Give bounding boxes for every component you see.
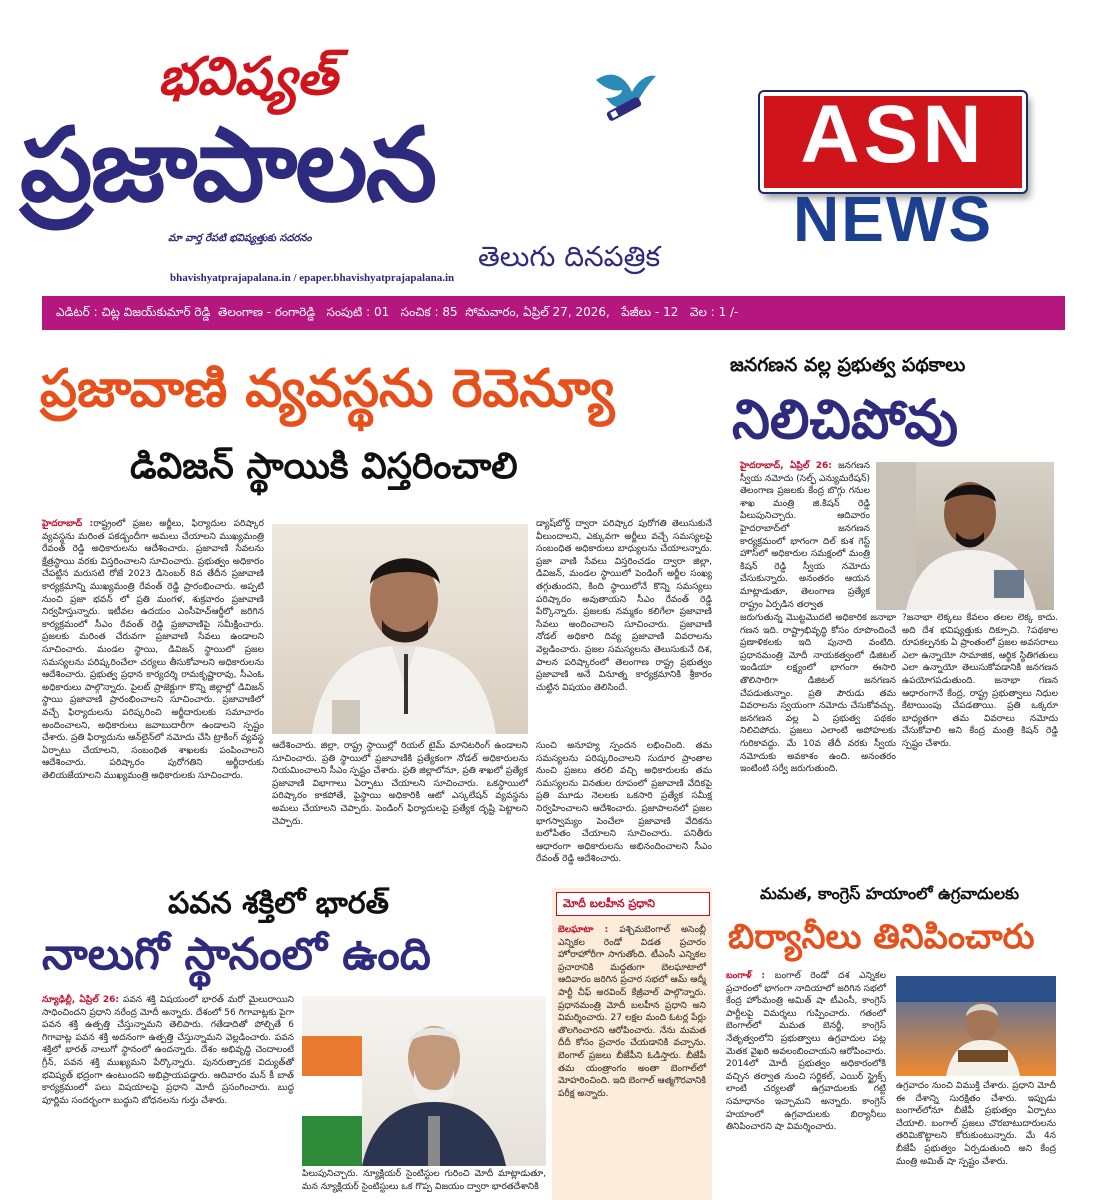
- info-bar: [42, 296, 1065, 330]
- masthead-tagline: మా వార్త రేపటి భవిష్యత్తుకు సదరనం: [168, 233, 312, 244]
- shah-column-top-text: బంగాల్ రెండో దశ ఎన్నికల ప్రచారంలో భాగంగా నాదియాలో జరిగిన సభలో కేంద్ర హోంమంత్రి అమిత్ షా టీఎంసీ, కాంగ్రెస్ పార్టీలపై విమర్శలు గుప్పించారు. గతంలో బెంగాల్‌లో మమత బెనర్జీ, కాంగ్రెస్ నేతృత్వంలోని ప్రభుత్వాలు ఉగ్రవాదుల పట్ల మెతక వైఖరి అవలంబించాయని ఆరోపించారు. 2014లో మోదీ ప్రభుత్వం అధికారంలోకి వచ్చిన తర్వాత నుంచి సర్జికల్, ఎయిర్ స్ట్రైక్స్ లాంటి చర్యలతో ఉగ్రవాదులకు గట్టి సమాధానం ఇచ్చామని అన్నారు. కాంగ్రెస్ హయాంలో ఉగ్రవాదులకు బిర్యానీలు తినిపించారని షా విమర్శించారు.: [726, 971, 886, 1133]
- lead-bottom-right: [536, 740, 712, 870]
- lead-headline-2: డివిజన్ స్థాయికి విస్తరించాలి: [130, 446, 518, 487]
- bharat-column-2: [302, 1168, 546, 1200]
- asn-news-logo: [740, 88, 1040, 258]
- shah-headline: బిర్యానీలు తినిపించారు: [728, 917, 1035, 957]
- modi-box-body: [558, 924, 706, 1196]
- bharat-headline-2: నాలుగో స్థానంలో ఉంది: [42, 929, 431, 980]
- right-kicker: జనగణన వల్ల ప్రభుత్వ పథకాలు: [730, 354, 966, 376]
- bharat-column-2-text: పిలుపునిచ్చారు. న్యూక్లియర్ సైంటిస్టుల గురించి మోదీ మాట్లాడుతూ, మన న్యూక్లియర్ సైంటిస్టులు ఒక గొప్ప విజయం ద్వారా భారతదేశానికి: [302, 1169, 546, 1192]
- masthead-title-big: ప్రజాపాలన: [20, 106, 436, 225]
- shah-column-bottom: [896, 1080, 1056, 1200]
- lead-bottom-left-text: ఆదేశించారు. జిల్లా, రాష్ట్ర స్థాయిల్లో రియల్ టైమ్ మానిటరింగ్ ఉండాలని సూచించారు. ప్రతి స్థాయిలో ప్రజావాణికి ప్రత్యేకంగా నోడల్ అధికారులను నియమించాలని సీఎం స్పష్టం చేశారు. ప్రతి జిల్లాలోనూ, ప్రతి శాఖలో ప్రత్యేక ప్రజావాణి విభాగాలు ఏర్పాటు చేయాలని సూచించారు. ఒకస్థాయిలో పరిష్కారం కాకపోతే, పైస్థాయి అధికారికి ఆటో ఎస్కలేషన్ వ్యవస్థను అమలు చేయాలని చెప్పారు. పెండింగ్ ఫిర్యాదులపై ప్రత్యేక దృష్టి పెట్టాలని చెప్పారు.: [272, 741, 528, 827]
- right-dateline: హైదరాబాద్, ఏప్రిల్ 26:: [740, 461, 832, 471]
- right-column-a: [740, 612, 896, 870]
- shah-kicker: మమత, కాంగ్రెస్ హయాంలో ఉగ్రవాదులకు: [760, 884, 1020, 903]
- bharat-column-1: [42, 994, 294, 1200]
- masthead-urls[interactable]: bhavishyatprajapalana.in / epaper.bhavishyatprajapalana.in: [170, 272, 455, 284]
- lead-bottom-right-text: సుంచి అనూహ్య స్పందన లభించింది. తమ సమస్యలను పరిష్కరించాలని సుదూర ప్రాంతాల నుంచి ప్రజలు తరలి వచ్చి అధికారులకు తమ సమస్యలను వినతుల రూపంలో ప్రజావాణి వేదికపై ప్రతి మూడు నెలలకు ఒకసారి ప్రత్యేక సమీక్ష నిర్వహించాలని ఆదేశించారు. ప్రజాపాలనలో ప్రజల భాగస్వామ్యం పెంచేలా ప్రజావాణి వేదికను బలోపేతం చేయాలని సూచించారు. పనితీరు ఆధారంగా అధికారులను అభినందించాలని సీఎం రేవంత్ రెడ్డి ఆదేశించారు.: [536, 741, 712, 865]
- kishan-photo: [876, 462, 1054, 610]
- masthead: [0, 0, 1107, 295]
- news-logo-text: NEWS: [793, 183, 993, 255]
- right-column-b: [902, 612, 1058, 870]
- modi-weak-pm-box: [552, 888, 712, 1200]
- masthead-subtitle: తెలుగు దినపత్రిక: [478, 240, 661, 273]
- shah-column-top: [726, 970, 886, 1133]
- lead-dateline: హైదరాబాద్ :: [42, 519, 94, 529]
- lead-bottom-left: [272, 740, 528, 870]
- modi-box-dateline: బెలఘాటా :: [558, 925, 609, 935]
- masthead-title-small: భవిష్యత్: [158, 46, 338, 107]
- lead-column-1-text: రాష్ట్రంలో ప్రజల అర్జీలు, ఫిర్యాదుల పరిష్కార వ్యవస్థను మరింత పకడ్బందీగా అమలు చేయాలని ముఖ్యమంత్రి రేవంత్ రెడ్డి అధికారులను ఆదేశించారు. ప్రజావాణి సేవలను క్షేత్రస్థాయి వరకు విస్తరించాలని సూచించారు. ప్రభుత్వం అధికారం చేపట్టిన మరుసటి రోజే 2023 డిసెంబర్ 8వ తేదీన ప్రజావాణి కార్యక్రమాన్ని ముఖ్యమంత్రి రేవంత్ రెడ్డి ప్రారంభించారు. అప్పటి నుంచి ప్రజా భవన్ లో ప్రతి మంగళ, శుక్రవారం ప్రజావాణి నిర్వహిస్తున్నారు. ఇటీవల ఉదయం ఎంసీహెచ్ఆర్డీలో జరిగిన కార్యక్రమంలో సీఎం రేవంత్ రెడ్డి ప్రజావాణిపై సమీక్షించారు. ప్రజలకు మరింత చేరువగా ప్రజావాణి సేవలు ఉండాలని సూచించారు. మండల స్థాయి, డివిజన్ స్థాయిలో ప్రజల సమస్యలను పరిష్కరించేలా చర్యలు తీసుకోవాలని అధికారులను ఆదేశించారు. ప్రభుత్వ ప్రధాన కార్యదర్శి రామకృష్ణారావు, సీఎంఓ అధికారులు పాల్గొన్నారు. పైలట్ ప్రాజెక్టుగా కొన్ని జిల్లాల్లో డివిజన్ స్థాయి ప్రజావాణి ప్రారంభించాలని సూచించారు. ప్రజావాణిలో వచ్చే ఫిర్యాదులను పరిష్కరించి అర్జీదారులకు సమాచారం అందించాలని, అధికారులు జవాబుదారీగా ఉండాలని స్పష్టం చేశారు. ప్రతి ఫిర్యాదును ఆన్‌లైన్‌లో నమోదు చేసి ట్రాకింగ్ వ్యవస్థ ఏర్పాటు చేయాలని, సంబంధిత శాఖలకు పంపించాలని ఆదేశించారు. పరిష్కారం పురోగతిని అర్జీదారుకు తెలియజేయాలని ముఖ్యమంత్రి అధికారులకు సూచించారు.: [42, 519, 264, 781]
- modi-box-title: మోదీ బలహీన ప్రధాని: [556, 892, 710, 916]
- lead-column-3: [536, 518, 712, 740]
- right-column-top-text: జనగణన స్వీయ నమోదు (సెల్ఫ్ ఎన్యుమరేషన్) తెలంగాణ ప్రజలకు కేంద్ర బొగ్గు గనుల శాఖ మంత్రి జి.కిషన్ రెడ్డి పిలుపునిచ్చారు. ఆదివారం హైదరాబాద్‌లో జనగణన కార్యక్రమంలో భాగంగా దిల్ కుశ గెస్ట్ హౌస్‌లో అధికారుల సమక్షంలో మంత్రి కిషన్ రెడ్డి స్వీయ నమోదు చేసుకున్నారు. అనంతరం ఆయన మాట్లాడుతూ, తెలంగాణ ప్రత్యేక రాష్ట్రం ఏర్పడిన తర్వాత: [740, 461, 870, 610]
- lead-headline-1: ప్రజావాణి వ్యవస్థను రెవెన్యూ: [40, 359, 615, 419]
- bharat-column-1-text: పవన శక్తి విషయంలో భారత్ మరో మైలురాయిని సాధించిందని ప్రధాని నరేంద్ర మోదీ అన్నారు. దేశంలో 56 గిగావాట్లకు పైగా పవన శక్తి ఉత్పత్తి చేస్తున్నామని తెలిపారు. గతేడాదితో పోల్చితే 6 గిగావాట్ల పవన శక్తి అదనంగా ఉత్పత్తి చేస్తున్నామని వెల్లడించారు. పవన శక్తిలో భారత్ నాలుగో స్థానంలో ఉందన్నారు. దేశం అభివృద్ధి చెందాలంటే గ్రీన్, పవన శక్తి ముఖ్యమని పేర్కొన్నారు. పునరుత్పాదక విద్యుత్‌తో భవిష్యత్ భద్రంగా ఉంటుందని అభిప్రాయపడ్డారు. ఆదివారం మన్ కీ బాత్ కార్యక్రమంలో పలు విషయాలపై ప్రధాని మోదీ ప్రసంగించారు. బుద్ధ పూర్ణిమ సందర్భంగా బుద్ధుని బోధనలను గుర్తు చేశారు.: [42, 995, 294, 1106]
- revanth-photo: [272, 524, 528, 734]
- modi-box-text: పశ్చిమబెంగాల్ అసెంబ్లీ ఎన్నికల రెండో విడత ప్రచారం హోరాహోరీగా సాగుతోంది. టీఎంసీ ఎన్నికల ప్రచారానికి మద్దతుగా బెలఘాటాలో ఆదివారం జరిగిన ప్రచార సభలో ఆమ్ ఆద్మీ పార్టీ చీఫ్ అరవింద్ కేజ్రీవాల్ పాల్గొన్నారు. ప్రధానమంత్రి మోదీ బలహీన ప్రధాని అని విమర్శించారు. 27 లక్షల మంది ఓటర్ల పేర్లు తొలగించారని ఆరోపించారు. నేను మమత దీదీ కోసం ప్రచారం చేయడానికి వచ్చాను. బెంగాల్ ప్రజలు బీజేపీని ఓడిస్తారు. బీజేపీ తమ యంత్రాంగం అంతా బెంగాల్‌లో మోహరించింది. ఇది బెంగాల్ ఆత్మగౌరవానికి పరీక్ష అన్నారు.: [558, 925, 706, 1099]
- dove-logo: [592, 68, 658, 130]
- modi-photo: [302, 996, 546, 1166]
- lead-column-3-text: డ్యాష్‌బోర్డ్ ద్వారా పరిష్కార పురోగతి తెలుసుకునే వీలుందాలని, ఎక్కువగా అర్జీలు వచ్చే సమస్యలపై సంబంధిత అధికారులు బాధ్యులను చేయాలన్నారు. ప్రజా వాణి సేవలు విస్తరించడం ద్వారా జిల్లా, డివిజన్, మండల స్థాయిలో పెండింగ్ అర్జీల సంఖ్య తగ్గుతుందని, కింది స్థాయిలోనే కొన్ని సమస్యలు పరిష్కారం అవుతాయని సీఎం రేవంత్ రెడ్డి పేర్కొన్నారు. ప్రజలకు నమ్మకం కలిగేలా ప్రజావాణి సేవలు అందించాలని సూచించారు. ప్రజావాణి నోడల్ అధికారి దివ్య ప్రజావాణి వివరాలను వెల్లడించారు. ప్రజల సమస్యలను తెలుసుకునే దిశ, పాలన పరిష్కారంలో తెలంగాణ రాష్ట్ర ప్రభుత్వం ప్రజావాణి అనే వినూత్న కార్యక్రమానికి శ్రీకారం చుట్టిన విషయం తెలిసిందే.: [536, 519, 712, 693]
- bharat-dateline: న్యూఢిల్లీ, ఏప్రిల్ 26:: [42, 995, 119, 1005]
- right-column-b-text: ?జనాభా లెక్కలు కేవలం తలల లెక్క కాదు. అది దేశ భవిష్యత్తుకు దిక్సూచి. ?పథకాల రూపకల్పనకు ఏ ప్రాంతంలో ప్రజల అవసరాలు ఎలా ఉన్నాయో సామాజిక, ఆర్థిక స్థితిగతులు ఎలా ఉన్నాయో తెలుసుకోవడానికి జనగణన ఉపయోగపడుతుంది. జనాభా గణన ఆధారంగానే కేంద్ర, రాష్ట్ర ప్రభుత్వాలు నిధుల కేటాయింపు చేపడతాయి. ప్రతి ఒక్కరూ బాధ్యతగా తమ వివరాలు నమోదు చేసుకోవాలి అని కేంద్ర మంత్రి కిషన్ రెడ్డి స్పష్టం చేశారు.: [902, 613, 1058, 749]
- asn-logo-text: ASN: [800, 89, 986, 180]
- info-bar-text: ఎడిటర్ : చిట్ల విజయ్‌కుమార్ రెడ్డి తెలంగాణ - రంగారెడ్డి సంపుటి : 01 సంచిక : 85 సోమవారం, ఏప్రిల్ 27, 2026, పేజీలు - 12 వెల : 1 /-: [56, 305, 739, 319]
- right-column-top: [740, 460, 870, 608]
- amit-shah-photo: [896, 976, 1056, 1076]
- right-column-a-text: జరుగుతున్న మొట్టమొదటి అధికారిక జనాభా గణన ఇది. రాష్ట్రాభివృద్ధి కోసం రూపొందించే ప్రణాళికలకు ఇది పునాది వంటిది. ప్రధానమంత్రి మోదీ నాయకత్వంలో డిజిటల్ ఇండియా లక్ష్యంలో భాగంగా ఈసారి తొలిసారిగా డిజిటల్ జనగణన చేపడుతున్నాం. ప్రతి పౌరుడు తమ వివరాలను స్వయంగా నమోదు చేసుకోవచ్చు. జనగణన వల్ల ఏ ప్రభుత్వ పథకం నిలిచిపోదు. ప్రజలు ఎలాంటి అపోహలకు గురికావద్దు. మే 10వ తేదీ వరకు స్వీయ నమోదుకు అవకాశం ఉంది. అనంతరం ఇంటింటి సర్వే జరుగుతుంది.: [740, 613, 896, 775]
- right-headline: నిలిచిపోవు: [732, 388, 959, 451]
- shah-dateline: బంగాళ్ :: [726, 971, 766, 981]
- lead-column-1: [42, 518, 264, 870]
- shah-column-bottom-text: ఉగ్రవాదం నుంచి విముక్తి చేశారు. ప్రధాని మోదీ ఈ దేశాన్ని సురక్షితం చేశారు. ఇప్పుడు బంగాల్‌లోనూ బీజేపీ ప్రభుత్వం ఏర్పాటు చేయాలి. బంగాల్ ప్రజలు చొరబాటుదారులను తరిమికొట్టాలని కోరుకుంటున్నారు. మే 4న బీజేపీ ప్రభుత్వం ఏర్పడుతుంది అని కేంద్ర మంత్రి అమిత్ షా స్పష్టం చేశారు.: [896, 1081, 1056, 1167]
- bharat-headline-1: పవన శక్తిలో భారత్: [168, 886, 389, 921]
